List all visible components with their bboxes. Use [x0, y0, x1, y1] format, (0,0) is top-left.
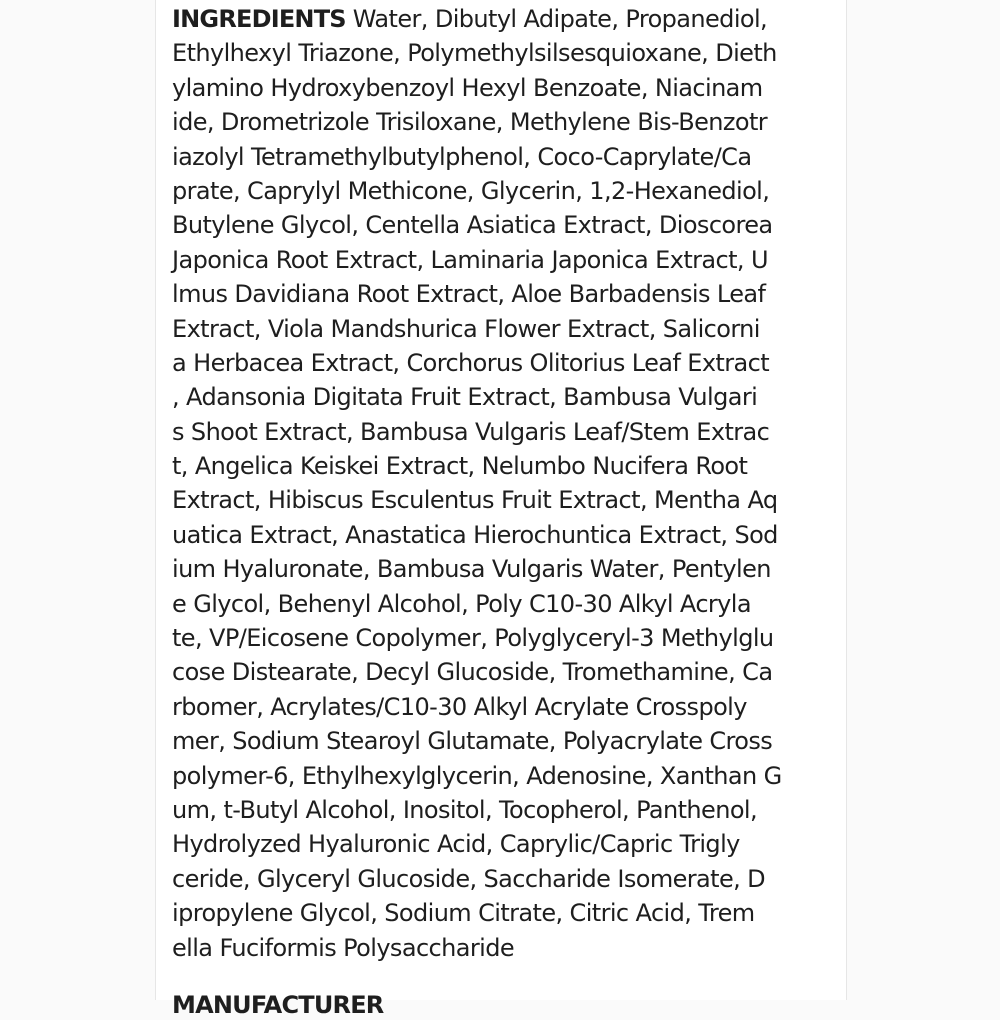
- ingredients-line: Ethylhexyl Triazone, Polymethylsilsesquioxane, Dieth: [172, 39, 777, 68]
- ingredients-line: uatica Extract, Anastatica Hierochuntica Extract, Sod: [172, 520, 778, 549]
- ingredients-line: a Herbacea Extract, Corchorus Olitorius Leaf Extract: [172, 348, 770, 377]
- ingredients-line: s Shoot Extract, Bambusa Vulgaris Leaf/Stem Extrac: [172, 417, 770, 446]
- ingredients-line: ium Hyaluronate, Bambusa Vulgaris Water, Pentylen: [172, 555, 771, 584]
- ingredients-line: ipropylene Glycol, Sodium Citrate, Citric Acid, Trem: [172, 899, 755, 928]
- cutoff-heading-text: MANUFACTURER: [172, 991, 384, 1019]
- ingredients-line: Japonica Root Extract, Laminaria Japonica Extract, U: [172, 245, 768, 274]
- ingredients-line: mer, Sodium Stearoyl Glutamate, Polyacrylate Cross: [172, 727, 773, 756]
- ingredients-line: iazolyl Tetramethylbutylphenol, Coco-Caprylate/Ca: [172, 142, 752, 171]
- ingredients-line: Extract, Viola Mandshurica Flower Extract, Salicorni: [172, 314, 760, 343]
- ingredients-line: ylamino Hydroxybenzoyl Hexyl Benzoate, Niacinam: [172, 73, 763, 102]
- ingredients-line: ella Fuciformis Polysaccharide: [172, 933, 514, 962]
- ingredients-line: Hydrolyzed Hyaluronic Acid, Caprylic/Capric Trigly: [172, 830, 740, 859]
- ingredients-line: ceride, Glyceryl Glucoside, Saccharide Isomerate, D: [172, 864, 766, 893]
- ingredients-line: e Glycol, Behenyl Alcohol, Poly C10-30 Alkyl Acryla: [172, 589, 751, 618]
- ingredients-line: um, t-Butyl Alcohol, Inositol, Tocopherol, Panthenol,: [172, 795, 757, 824]
- ingredients-line: polymer-6, Ethylhexylglycerin, Adenosine, Xanthan G: [172, 761, 782, 790]
- cutoff-heading: [172, 986, 384, 1019]
- ingredients-line: , Adansonia Digitata Fruit Extract, Bambusa Vulgari: [172, 383, 758, 412]
- ingredients-line: lmus Davidiana Root Extract, Aloe Barbadensis Leaf: [172, 280, 766, 309]
- ingredients-line-text: Water, Dibutyl Adipate, Propanediol,: [345, 5, 768, 33]
- ingredients-line: cose Distearate, Decyl Glucoside, Tromethamine, Ca: [172, 658, 773, 687]
- ingredients-line: Extract, Hibiscus Esculentus Fruit Extract, Mentha Aq: [172, 486, 778, 515]
- ingredients-line: te, VP/Eicosene Copolymer, Polyglyceryl-3 Methylglu: [172, 624, 774, 653]
- ingredients-line: ide, Drometrizole Trisiloxane, Methylene Bis-Benzotr: [172, 108, 768, 137]
- ingredients-text-block: [172, 2, 842, 965]
- ingredients-line: t, Angelica Keiskei Extract, Nelumbo Nucifera Root: [172, 452, 748, 481]
- ingredients-line: Butylene Glycol, Centella Asiatica Extract, Dioscorea: [172, 211, 773, 240]
- ingredients-heading: INGREDIENTS: [172, 5, 346, 33]
- ingredients-line: prate, Caprylyl Methicone, Glycerin, 1,2-Hexanediol,: [172, 176, 770, 205]
- ingredients-line: [172, 2, 842, 36]
- ingredients-line: rbomer, Acrylates/C10-30 Alkyl Acrylate Crosspoly: [172, 692, 747, 721]
